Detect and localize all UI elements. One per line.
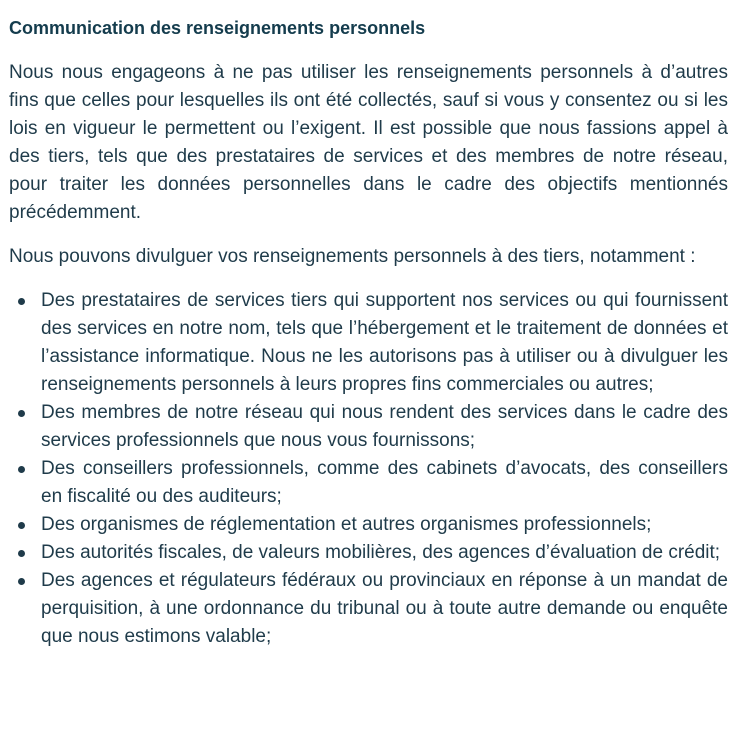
bullet-icon <box>18 550 25 557</box>
intro-paragraph: Nous nous engageons à ne pas utiliser les renseignements personnels à d’autres fins que celles pour lesquelles ils ont été collectés, sauf si vous y consentez ou si les lois en vigueur le permettent ou l’exigent. Il est possible que nous fassions appel à des tiers, tels que des prestataires de services et des membres de notre réseau, pour traiter les données personnelles dans le cadre des objectifs mentionnés précédemment. <box>9 62 728 223</box>
bullet-icon <box>18 410 25 417</box>
bullet-icon <box>18 466 25 473</box>
list-item <box>41 455 728 511</box>
list-item-text: Des autorités fiscales, de valeurs mobilières, des agences d’évaluation de crédit; <box>41 542 721 563</box>
list-item-text: Des prestataires de services tiers qui supportent nos services ou qui fournissent des services en notre nom, tels que l’hébergement et le traitement de données et l’assistance informatique. Nous ne les autorisons pas à utiliser ou à divulguer les renseignements personnels à leurs propres fins commerciales ou autres; <box>41 290 728 395</box>
list-item-text: Des organismes de réglementation et autres organismes professionnels; <box>41 514 652 535</box>
list-item <box>41 567 728 651</box>
third-party-list <box>9 287 728 651</box>
disclosure-paragraph: Nous pouvons divulguer vos renseignements personnels à des tiers, notamment : <box>9 246 696 267</box>
list-item <box>41 287 728 399</box>
bullet-icon <box>18 298 25 305</box>
bullet-icon <box>18 522 25 529</box>
list-item <box>41 399 728 455</box>
list-item-text: Des agences et régulateurs fédéraux ou provinciaux en réponse à un mandat de perquisition, à une ordonnance du tribunal ou à toute autre demande ou enquête que nous estimons valable; <box>41 570 728 647</box>
list-item-text: Des conseillers professionnels, comme des cabinets d’avocats, des conseillers en fiscalité ou des auditeurs; <box>41 458 728 507</box>
section-heading: Communication des renseignements personnels <box>9 18 426 38</box>
list-item <box>41 511 728 539</box>
list-item <box>41 539 728 567</box>
list-item-text: Des membres de notre réseau qui nous rendent des services dans le cadre des services professionnels que nous vous fournissons; <box>41 402 728 451</box>
bullet-icon <box>18 578 25 585</box>
